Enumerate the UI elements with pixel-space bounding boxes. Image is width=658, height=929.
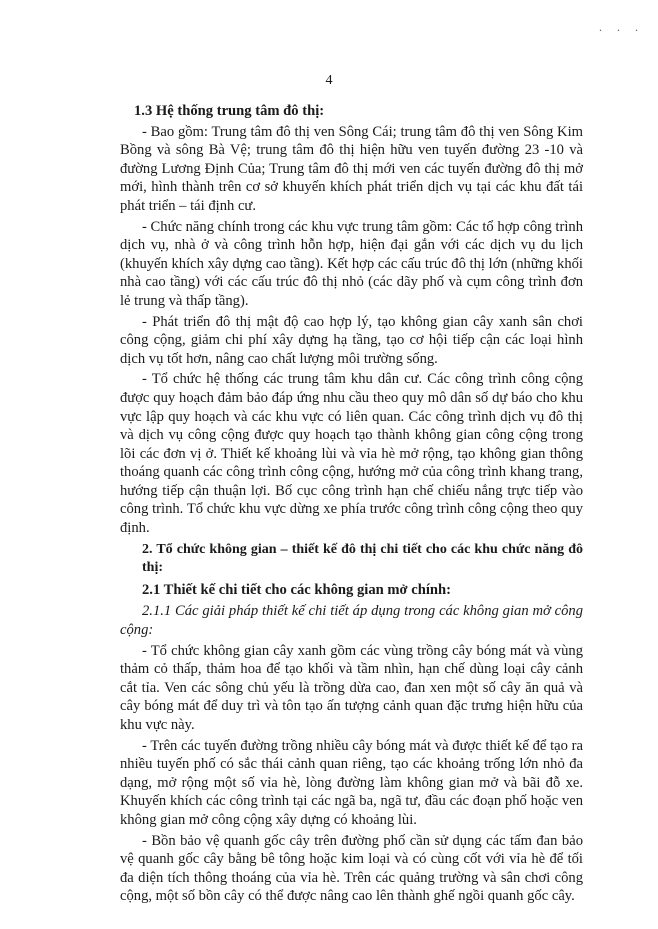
section-heading-2-1-1: 2.1.1 Các giải pháp thiết kế chi tiết áp dụng trong các không gian mở công cộng: — [120, 603, 583, 639]
document-body — [120, 102, 583, 906]
paragraph-5: - Tổ chức không gian cây xanh gồm các vùng trồng cây bóng mát và vùng thảm cỏ thấp, thảm hoa để tạo khối và tầm nhìn, hạn chế dùng loại cây cảnh cắt tỉa. Ven các sông chủ yếu là trồng dừa cao, đan xen một số cây ăn quả và cây bóng mát để duy trì và tôn tạo ấn tượng cảnh quan đặc trưng hiện hữu của khu vực này. — [120, 642, 583, 733]
paragraph-3: - Phát triển đô thị mật độ cao hợp lý, tạo không gian cây xanh sân chơi công cộng, giảm chi phí xây dựng hạ tầng, tạo cơ hội tiếp cận các loại hình dịch vụ tốt hơn, nâng cao chất lượng môi trường sống. — [120, 313, 583, 367]
section-heading-2: 2. Tổ chức không gian – thiết kế đô thị chi tiết cho các khu chức năng đô thị: — [142, 541, 583, 576]
paragraph-1: - Bao gồm: Trung tâm đô thị ven Sông Cái; trung tâm đô thị ven Sông Kim Bồng và sông Bà Vệ; trung tâm đô thị hiện hữu ven tuyến đường 23 -10 và đường Lương Định Của; Trung tâm đô thị mới ven các tuyến đường đô thị mở mới, hình thành trên cơ sở khuyến khích phát triển dịch vụ tại các khu đất tái phát triển – tái định cư. — [120, 123, 583, 214]
corner-marks: . . . — [599, 20, 644, 34]
page-number: 4 — [325, 73, 333, 88]
section-heading-2-1: 2.1 Thiết kế chi tiết cho các không gian mở chính: — [142, 581, 452, 598]
paragraph-6: - Trên các tuyến đường trồng nhiều cây bóng mát và được thiết kế để tạo ra nhiều tuyến phố có sắc thái cảnh quan riêng, tạo các khoảng trống lớn nhỏ đa dạng, mở rộng một số vỉa hè, lòng đường làm không gian mở và bãi đỗ xe. Khuyến khích các công trình tại các ngã ba, ngã tư, đầu các đoạn phố hoặc ven không gian mở công cộng xây dựng có khoảng lùi. — [120, 737, 583, 828]
paragraph-7: - Bồn bảo vệ quanh gốc cây trên đường phố cần sử dụng các tấm đan bảo vệ quanh gốc cây bằng bê tông hoặc kim loại và có cùng cốt với vỉa hè để tối đa diện tích thông thoáng của vỉa hè. Trên các quảng trường và sân chơi công cộng, một số bồn cây có thể được nâng cao lên thành ghế ngồi quanh gốc cây. — [120, 832, 583, 905]
paragraph-4: - Tổ chức hệ thống các trung tâm khu dân cư. Các công trình công cộng được quy hoạch đảm bảo đáp ứng nhu cầu theo quy mô dân số dự báo cho khu vực lập quy hoạch và các khu vực có liên quan. Các công trình dịch vụ đô thị và dịch vụ công cộng được quy hoạch tạo thành không gian công cộng trong lõi các đơn vị ở. Thiết kế khoảng lùi và vỉa hè mở rộng, tạo không gian thông thoáng quanh các công trình công cộng, hướng mở của công trình khang trang, hướng tiếp cận thuận lợi. Bố cục công trình hạn chế chiếu nắng trực tiếp vào công trình. Tổ chức khu vực dừng xe phía trước công trình công cộng theo quy định. — [120, 371, 583, 537]
paragraph-2: - Chức năng chính trong các khu vực trung tâm gồm: Các tổ hợp công trình dịch vụ, nhà ở và công trình hỗn hợp, hiện đại gắn với các dịch vụ du lịch (khuyến khích xây dựng cao tầng). Kết hợp các cấu trúc đô thị lớn (những khối nhà cao tầng) với các cấu trúc đô thị nhỏ (các dãy phố và cụm công trình đơn lẻ trung và thấp tầng). — [120, 218, 583, 309]
section-heading-1-3: 1.3 Hệ thống trung tâm đô thị: — [134, 103, 325, 119]
